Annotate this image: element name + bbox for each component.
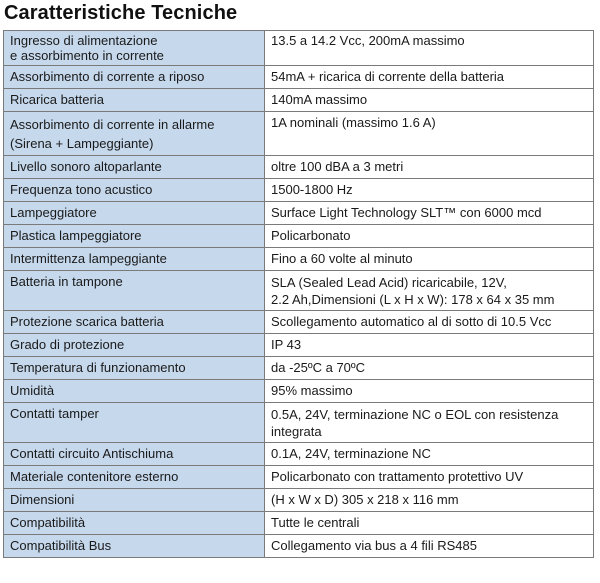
spec-label: Lampeggiatore [4, 202, 265, 225]
table-row [4, 112, 594, 156]
table-row [4, 334, 594, 357]
table-row [4, 248, 594, 271]
spec-label: Ingresso di alimentazione e assorbimento in corrente [4, 31, 265, 66]
table-row [4, 403, 594, 443]
table-row [4, 225, 594, 248]
spec-label: Assorbimento di corrente a riposo [4, 66, 265, 89]
table-row [4, 311, 594, 334]
spec-label: Grado di protezione [4, 334, 265, 357]
table-row [4, 535, 594, 558]
table-row [4, 357, 594, 380]
spec-label: Contatti circuito Antischiuma [4, 443, 265, 466]
table-row [4, 202, 594, 225]
spec-value: 13.5 a 14.2 Vcc, 200mA massimo [265, 31, 594, 66]
spec-value: 140mA massimo [265, 89, 594, 112]
table-row [4, 179, 594, 202]
page-title: Caratteristiche Tecniche [4, 2, 238, 24]
spec-label: Plastica lampeggiatore [4, 225, 265, 248]
spec-value: da -25ºC a 70ºC [265, 357, 594, 380]
spec-value: Policarbonato con trattamento protettivo UV [265, 466, 594, 489]
spec-label: Assorbimento di corrente in allarme (Sirena + Lampeggiante) [4, 112, 265, 156]
table-row [4, 512, 594, 535]
spec-value: 0.5A, 24V, terminazione NC o EOL con resistenza integrata [265, 403, 594, 443]
spec-label: Protezione scarica batteria [4, 311, 265, 334]
spec-value: Scollegamento automatico al di sotto di 10.5 Vcc [265, 311, 594, 334]
spec-value: Collegamento via bus a 4 fili RS485 [265, 535, 594, 558]
specifications-table [3, 30, 594, 558]
spec-value: 95% massimo [265, 380, 594, 403]
spec-label: Contatti tamper [4, 403, 265, 443]
spec-value: Policarbonato [265, 225, 594, 248]
spec-label: Intermittenza lampeggiante [4, 248, 265, 271]
table-row [4, 31, 594, 66]
spec-value: 0.1A, 24V, terminazione NC [265, 443, 594, 466]
spec-value: 54mA + ricarica di corrente della batteria [265, 66, 594, 89]
table-row [4, 466, 594, 489]
spec-label: Livello sonoro altoparlante [4, 156, 265, 179]
spec-label: Batteria in tampone [4, 271, 265, 311]
spec-value: oltre 100 dBA a 3 metri [265, 156, 594, 179]
spec-value: Tutte le centrali [265, 512, 594, 535]
spec-label: Temperatura di funzionamento [4, 357, 265, 380]
table-row [4, 89, 594, 112]
table-row [4, 271, 594, 311]
spec-value: 1A nominali (massimo 1.6 A) [265, 112, 594, 156]
spec-value: Surface Light Technology SLT™ con 6000 mcd [265, 202, 594, 225]
spec-label: Dimensioni [4, 489, 265, 512]
table-row [4, 443, 594, 466]
spec-value: IP 43 [265, 334, 594, 357]
spec-value: 1500-1800 Hz [265, 179, 594, 202]
table-row [4, 156, 594, 179]
specifications-table-body [4, 31, 594, 558]
table-row [4, 66, 594, 89]
spec-label: Frequenza tono acustico [4, 179, 265, 202]
table-row [4, 489, 594, 512]
spec-value: Fino a 60 volte al minuto [265, 248, 594, 271]
spec-value: SLA (Sealed Lead Acid) ricaricabile, 12V, 2.2 Ah,Dimensioni (L x H x W): 178 x 64 x 35 mm [265, 271, 594, 311]
table-row [4, 380, 594, 403]
spec-label: Umidità [4, 380, 265, 403]
spec-label: Compatibilità [4, 512, 265, 535]
spec-label: Compatibilità Bus [4, 535, 265, 558]
spec-label: Ricarica batteria [4, 89, 265, 112]
spec-value: (H x W x D) 305 x 218 x 116 mm [265, 489, 594, 512]
spec-label: Materiale contenitore esterno [4, 466, 265, 489]
